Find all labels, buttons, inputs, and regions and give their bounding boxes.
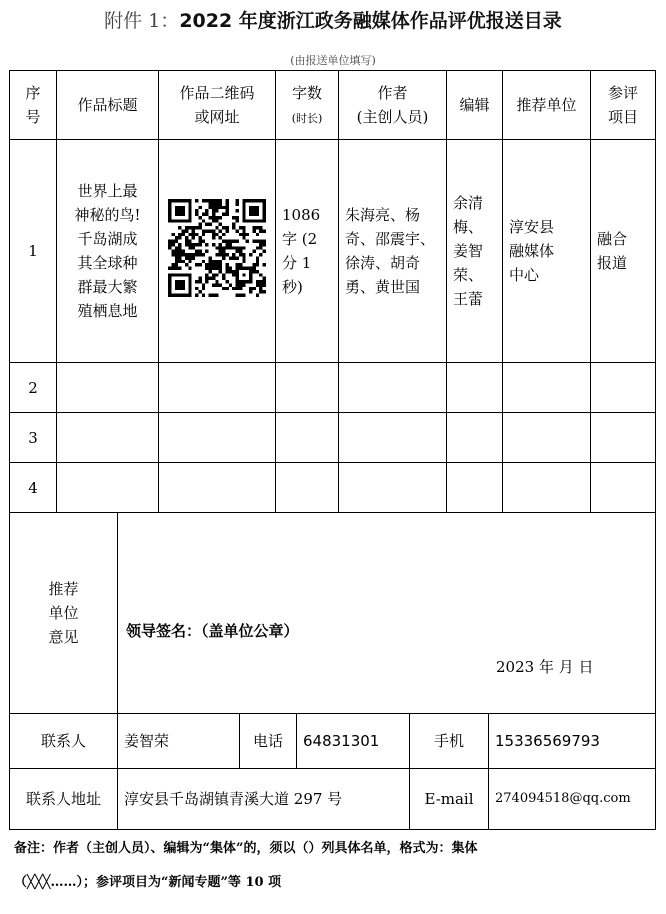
entry-title: 世界上最 神秘的鸟! 千岛湖成 其全球种 群最大繁 殖栖息地: [57, 140, 159, 363]
empty-cell[interactable]: [276, 413, 339, 463]
entry-unit: 淳安县 融媒体 中心: [503, 140, 591, 363]
email-label: E-mail: [410, 769, 489, 830]
footnote-line-1: 备注：作者（主创人员）、编辑为“集体”的，须以（）列具体名单，格式为：集体: [14, 841, 478, 856]
empty-cell[interactable]: [591, 363, 656, 413]
empty-cell[interactable]: [159, 363, 276, 413]
header-seq: 序 号: [10, 71, 57, 140]
mobile-value: 15336569793: [489, 714, 656, 769]
entry-item: 融合 报道: [591, 140, 656, 363]
empty-cell[interactable]: [159, 413, 276, 463]
email-value[interactable]: 274094518@qq.com: [489, 769, 656, 830]
submission-table: [9, 70, 656, 513]
entry-seq: 1: [10, 140, 57, 363]
header-qr: 作品二维码 或网址: [159, 71, 276, 140]
entry-qr-cell: [159, 140, 276, 363]
header-word-count: 字数 (时长): [276, 71, 339, 140]
empty-cell[interactable]: [276, 463, 339, 513]
address-row: [10, 769, 656, 830]
address-value: 淳安县千岛湖镇青溪大道 297 号: [118, 769, 410, 830]
phone-label: 电话: [240, 714, 297, 769]
opinion-field[interactable]: [118, 513, 656, 714]
title-main: 2022 年度浙江政务融媒体作品评优报送目录: [179, 10, 562, 32]
empty-cell[interactable]: [503, 463, 591, 513]
empty-cell[interactable]: [339, 363, 447, 413]
opinion-row: [10, 513, 656, 714]
entry-author: 朱海亮、杨 奇、邵震宇、 徐涛、胡奇 勇、黄世国: [339, 140, 447, 363]
table-row: [10, 363, 656, 413]
header-work-title: 作品标题: [57, 71, 159, 140]
entry-editor: 余清 梅、 姜智 荣、 王蕾: [447, 140, 503, 363]
table-row: [10, 413, 656, 463]
signature-label: 领导签名：（盖单位公章）: [126, 622, 299, 640]
empty-cell[interactable]: [503, 363, 591, 413]
contact-row: [10, 714, 656, 769]
mobile-label: 手机: [410, 714, 489, 769]
address-label: 联系人地址: [10, 769, 118, 830]
header-unit: 推荐单位: [503, 71, 591, 140]
empty-cell[interactable]: [447, 413, 503, 463]
header-row: [10, 71, 656, 140]
footnote-line-2: （╳╳╳……）；参评项目为“新闻专题”等 10 项: [14, 875, 282, 890]
empty-cell[interactable]: [503, 413, 591, 463]
empty-cell[interactable]: [339, 463, 447, 513]
qr-code-icon[interactable]: [168, 199, 266, 297]
contact-person-value: 姜智荣: [118, 714, 240, 769]
entry-seq: 4: [10, 463, 57, 513]
footnote: [14, 832, 654, 900]
date-label: 2023 年 月 日: [496, 658, 594, 676]
page-title: [0, 6, 666, 33]
title-prefix: 附件 1：: [104, 10, 180, 32]
table-row: [10, 140, 656, 363]
empty-cell[interactable]: [57, 463, 159, 513]
header-editor: 编辑: [447, 71, 503, 140]
contact-person-label: 联系人: [10, 714, 118, 769]
header-item: 参评 项目: [591, 71, 656, 140]
header-author: 作者 (主创人员): [339, 71, 447, 140]
empty-cell[interactable]: [447, 363, 503, 413]
empty-cell[interactable]: [591, 413, 656, 463]
empty-cell[interactable]: [591, 463, 656, 513]
phone-value: 64831301: [297, 714, 410, 769]
empty-cell[interactable]: [339, 413, 447, 463]
empty-cell[interactable]: [447, 463, 503, 513]
footer-table: [9, 512, 656, 830]
entry-seq: 2: [10, 363, 57, 413]
empty-cell[interactable]: [276, 363, 339, 413]
empty-cell[interactable]: [57, 363, 159, 413]
empty-cell[interactable]: [159, 463, 276, 513]
opinion-label: 推荐 单位 意见: [10, 513, 118, 714]
table-row: [10, 463, 656, 513]
entry-word-count: 1086 字 (2 分 1 秒): [276, 140, 339, 363]
subtitle: (由报送单位填写): [290, 54, 376, 67]
entry-seq: 3: [10, 413, 57, 463]
empty-cell[interactable]: [57, 413, 159, 463]
